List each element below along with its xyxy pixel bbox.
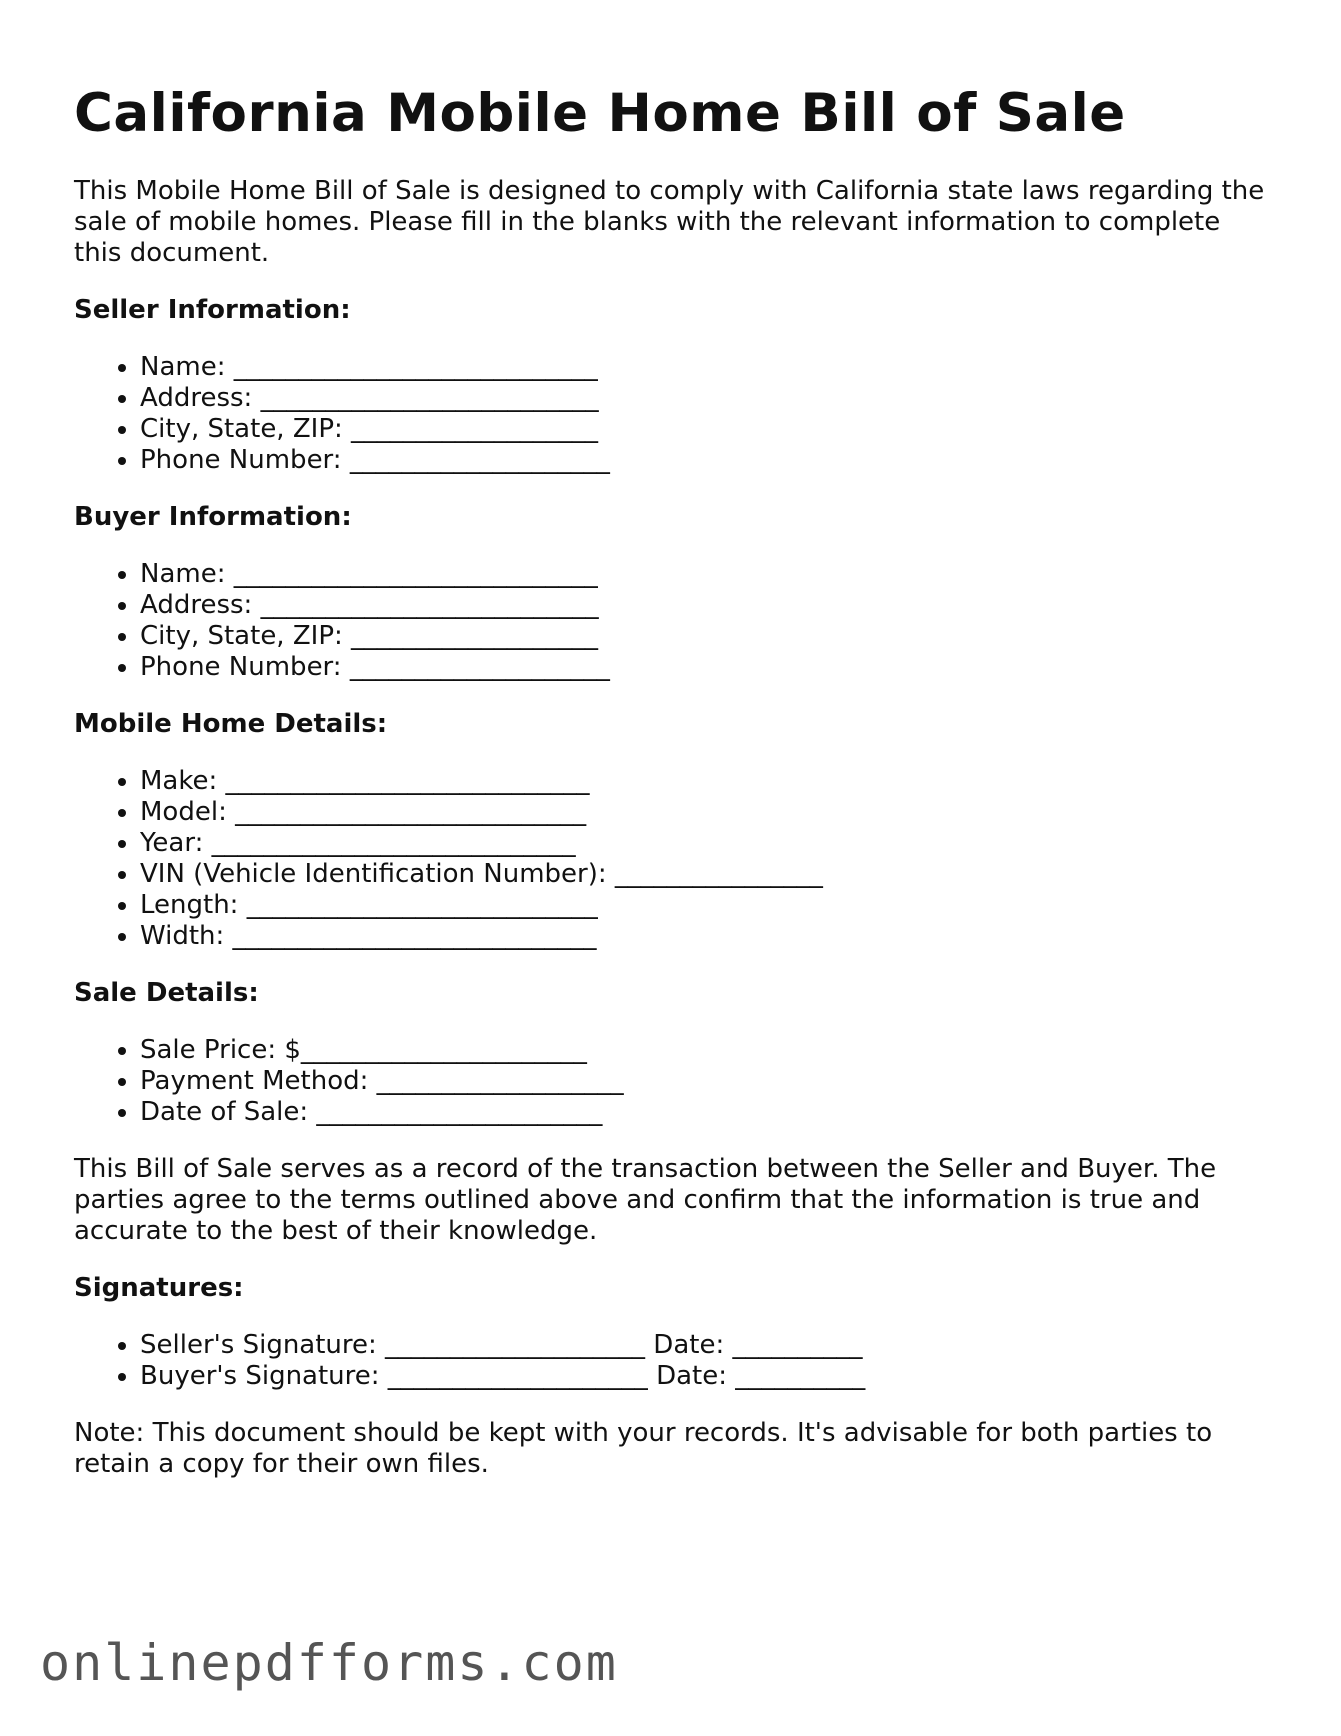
signatures-heading: Signatures: bbox=[74, 1272, 244, 1303]
sale-heading: Sale Details: bbox=[74, 977, 259, 1008]
sale-list bbox=[74, 1035, 1274, 1128]
seller-list bbox=[74, 352, 1274, 476]
signatures-list bbox=[74, 1330, 1274, 1392]
payment-method-field: • Payment Method: ___________________ bbox=[140, 1066, 1274, 1097]
sale-price-field: • Sale Price: $______________________ bbox=[140, 1035, 1274, 1066]
watermark: onlinepdfforms.com bbox=[40, 1634, 618, 1692]
seller-name-field: • Name: ____________________________ bbox=[140, 352, 1274, 383]
intro-paragraph: This Mobile Home Bill of Sale is designed to comply with California state laws regarding the sale of mobile homes. Please fill in the blanks with the relevant information to complete this document. bbox=[74, 175, 1265, 268]
buyer-city-state-zip-field: • City, State, ZIP: ___________________ bbox=[140, 621, 1274, 652]
make-field: • Make: ____________________________ bbox=[140, 766, 1274, 797]
mobile-home-heading: Mobile Home Details: bbox=[74, 708, 388, 739]
buyer-phone-field: • Phone Number: ____________________ bbox=[140, 652, 1274, 683]
note-paragraph: Note: This document should be kept with your records. It's advisable for both parties to retain a copy for their own files. bbox=[74, 1417, 1213, 1479]
seller-phone-field: • Phone Number: ____________________ bbox=[140, 445, 1274, 476]
date-of-sale-field: • Date of Sale: ______________________ bbox=[140, 1097, 1274, 1128]
year-field: • Year: ____________________________ bbox=[140, 828, 1274, 859]
seller-signature-field: • Seller's Signature: ____________________ Date: __________ bbox=[140, 1330, 1274, 1361]
document-title: California Mobile Home Bill of Sale bbox=[74, 83, 1126, 144]
length-field: • Length: ___________________________ bbox=[140, 890, 1274, 921]
buyer-name-field: • Name: ____________________________ bbox=[140, 559, 1274, 590]
mobile-home-list bbox=[74, 766, 1274, 952]
seller-heading: Seller Information: bbox=[74, 294, 351, 325]
buyer-address-field: • Address: __________________________ bbox=[140, 590, 1274, 621]
vin-field: • VIN (Vehicle Identification Number): ________________ bbox=[140, 859, 1274, 890]
document-page bbox=[74, 82, 1274, 1506]
buyer-signature-field: • Buyer's Signature: ____________________ Date: __________ bbox=[140, 1361, 1274, 1392]
buyer-list bbox=[74, 559, 1274, 683]
model-field: • Model: ___________________________ bbox=[140, 797, 1274, 828]
record-paragraph: This Bill of Sale serves as a record of the transaction between the Seller and Buyer. The parties agree to the terms outlined above and confirm that the information is true and accurate to the best of their knowledge. bbox=[74, 1153, 1217, 1246]
seller-address-field: • Address: __________________________ bbox=[140, 383, 1274, 414]
width-field: • Width: ____________________________ bbox=[140, 921, 1274, 952]
buyer-heading: Buyer Information: bbox=[74, 501, 352, 532]
seller-city-state-zip-field: • City, State, ZIP: ___________________ bbox=[140, 414, 1274, 445]
